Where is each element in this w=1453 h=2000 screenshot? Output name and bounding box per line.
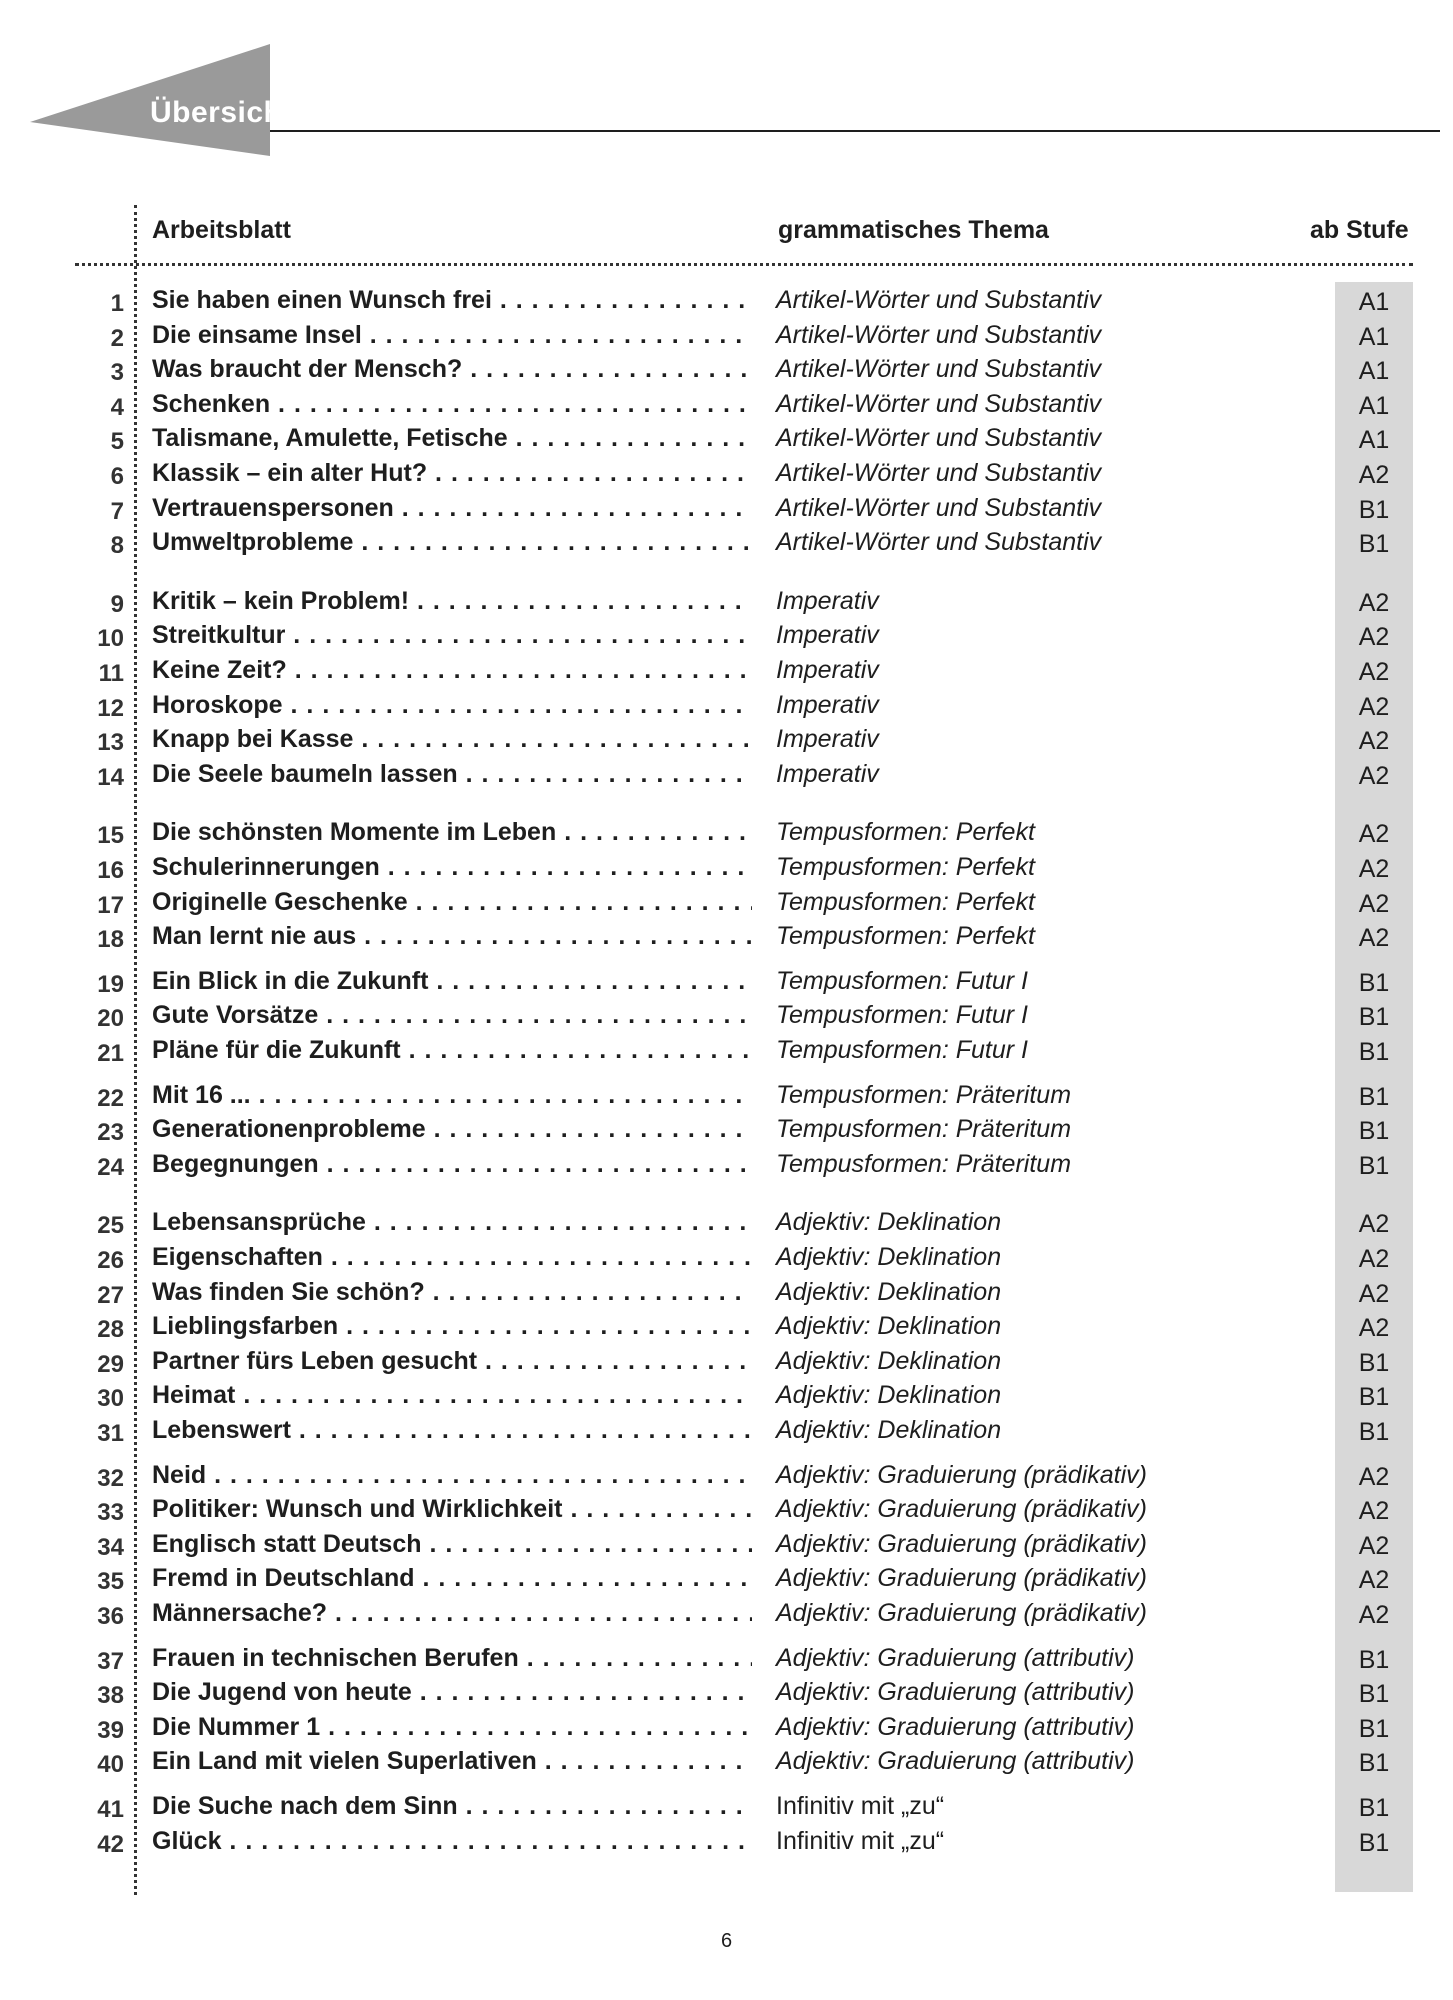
worksheet-row	[0, 1150, 1453, 1184]
level-badge: B1	[1358, 1749, 1390, 1778]
level-badge: A1	[1358, 357, 1390, 386]
worksheet-number: 9	[110, 590, 124, 618]
worksheet-number: 34	[97, 1533, 124, 1561]
worksheet-title: Lebenswert . . .	[152, 1416, 752, 1445]
column-header-level: ab Stufe	[1310, 216, 1409, 244]
grammar-topic: Imperativ	[776, 656, 879, 684]
grammar-topic: Artikel-Wörter und Substantiv	[776, 493, 1102, 522]
worksheet-row	[0, 656, 1453, 690]
worksheet-title: Streitkultur . . .	[152, 621, 752, 650]
worksheet-number: 30	[97, 1385, 124, 1413]
worksheet-title: Mit 16 ... . . .	[152, 1081, 752, 1110]
worksheet-row	[0, 1081, 1453, 1115]
worksheet-title: Pläne für die Zukunft . . .	[152, 1036, 752, 1065]
worksheet-row	[0, 1036, 1453, 1070]
worksheet-number: 33	[97, 1499, 124, 1527]
grammar-topic: Adjektiv: Graduierung (prädikativ)	[776, 1460, 1147, 1489]
worksheet-title: Die Seele baumeln lassen . . .	[152, 760, 752, 789]
level-badge: A2	[1358, 588, 1390, 617]
worksheet-title: Schenken . . .	[152, 390, 752, 419]
worksheet-row	[0, 390, 1453, 424]
level-badge: A2	[1358, 1566, 1390, 1595]
level-badge: B1	[1358, 1383, 1390, 1412]
worksheet-number: 15	[97, 822, 124, 850]
worksheet-number: 32	[97, 1464, 124, 1492]
worksheet-title: Begegnungen . . .	[152, 1150, 752, 1179]
worksheet-number: 2	[110, 324, 124, 352]
worksheet-number: 29	[97, 1350, 124, 1378]
worksheet-row	[0, 1495, 1453, 1529]
level-badge: A2	[1358, 1210, 1390, 1239]
worksheet-row	[0, 494, 1453, 528]
grammar-topic: Tempusformen: Präteritum	[776, 1115, 1072, 1144]
worksheet-title: Neid . . .	[152, 1461, 752, 1490]
worksheet-title: Englisch statt Deutsch . . .	[152, 1530, 752, 1559]
grammar-topic: Adjektiv: Deklination	[776, 1312, 1002, 1341]
worksheet-title: Vertrauenspersonen . . .	[152, 494, 752, 523]
level-badge: B1	[1358, 1418, 1390, 1446]
worksheet-number: 8	[110, 532, 124, 560]
grammar-topic: Adjektiv: Deklination	[776, 1416, 1002, 1444]
worksheet-row	[0, 1243, 1453, 1277]
worksheet-number: 20	[97, 1005, 124, 1033]
worksheet-row	[0, 922, 1453, 956]
worksheet-number: 19	[97, 970, 124, 998]
worksheet-number: 5	[110, 428, 124, 456]
worksheet-title: Lieblingsfarben . . .	[152, 1312, 752, 1341]
worksheet-row	[0, 853, 1453, 887]
worksheet-row	[0, 321, 1453, 355]
header-rule	[270, 130, 1440, 132]
worksheet-row	[0, 424, 1453, 458]
worksheet-title: Partner fürs Leben gesucht . . .	[152, 1347, 752, 1376]
grammar-topic: Adjektiv: Graduierung (prädikativ)	[776, 1495, 1147, 1524]
worksheet-title: Die schönsten Momente im Leben . . .	[152, 818, 752, 847]
worksheet-number: 11	[98, 660, 124, 687]
grammar-topic: Imperativ	[776, 725, 879, 754]
level-badge: B1	[1358, 1680, 1390, 1709]
level-badge: A1	[1358, 391, 1390, 420]
grammar-topic: Artikel-Wörter und Substantiv	[776, 286, 1102, 314]
worksheet-number: 41	[97, 1796, 124, 1823]
worksheet-number: 13	[97, 729, 124, 757]
worksheet-row	[0, 760, 1453, 794]
worksheet-number: 24	[97, 1153, 124, 1181]
worksheet-number: 12	[97, 694, 124, 722]
worksheet-row	[0, 1001, 1453, 1035]
worksheet-title: Schulerinnerungen . . .	[152, 853, 752, 882]
worksheet-title: Umweltprobleme . . .	[152, 528, 752, 557]
level-badge: A2	[1358, 1531, 1390, 1560]
worksheet-row	[0, 286, 1453, 320]
level-badge: A2	[1358, 1245, 1390, 1273]
grammar-topic: Adjektiv: Graduierung (prädikativ)	[776, 1599, 1147, 1627]
grammar-topic: Artikel-Wörter und Substantiv	[776, 320, 1102, 349]
worksheet-number: 31	[97, 1420, 124, 1447]
grammar-topic: Tempusformen: Perfekt	[776, 887, 1035, 916]
worksheet-title: Was finden Sie schön? . . .	[152, 1278, 752, 1307]
grammar-topic: Infinitiv mit „zu“	[776, 1792, 945, 1820]
level-badge: B1	[1358, 1794, 1390, 1822]
level-badge: A2	[1358, 889, 1390, 918]
header-title: Übersicht	[150, 96, 293, 129]
level-badge: A2	[1358, 623, 1390, 652]
worksheet-number: 21	[97, 1040, 124, 1067]
worksheet-number: 42	[97, 1830, 124, 1858]
worksheet-number: 36	[97, 1603, 124, 1630]
worksheet-title: Fremd in Deutschland . . .	[152, 1564, 752, 1593]
worksheet-title: Horoskope . . .	[152, 691, 752, 720]
grammar-topic: Artikel-Wörter und Substantiv	[776, 389, 1102, 418]
worksheet-title: Männersache? . . .	[152, 1599, 752, 1628]
level-badge: A2	[1358, 1279, 1390, 1308]
worksheet-title: Heimat . . .	[152, 1381, 752, 1410]
grammar-topic: Tempusformen: Perfekt	[776, 922, 1035, 951]
worksheet-row	[0, 888, 1453, 922]
worksheet-row	[0, 355, 1453, 389]
worksheet-number: 27	[97, 1281, 124, 1309]
worksheet-title: Glück . . .	[152, 1827, 752, 1856]
worksheet-row	[0, 1312, 1453, 1346]
level-badge: A2	[1358, 761, 1390, 790]
level-badge: B1	[1358, 1645, 1390, 1674]
worksheet-row	[0, 1208, 1453, 1242]
level-badge: B1	[1358, 968, 1390, 997]
column-header-worksheet: Arbeitsblatt	[152, 216, 291, 244]
worksheet-title: Man lernt nie aus . . .	[152, 922, 752, 951]
worksheet-row	[0, 528, 1453, 562]
grammar-topic: Tempusformen: Präteritum	[776, 1149, 1072, 1178]
grammar-topic: Tempusformen: Futur I	[776, 1001, 1028, 1030]
grammar-topic: Imperativ	[776, 690, 879, 719]
level-badge: A2	[1358, 658, 1390, 686]
worksheet-title: Talismane, Amulette, Fetische . . .	[152, 424, 752, 453]
worksheet-title: Gute Vorsätze . . .	[152, 1001, 752, 1030]
worksheet-number: 10	[97, 625, 124, 653]
grammar-topic: Adjektiv: Graduierung (prädikativ)	[776, 1529, 1147, 1558]
worksheet-title: Knapp bei Kasse . . .	[152, 725, 752, 754]
worksheet-row	[0, 967, 1453, 1001]
worksheet-number: 4	[110, 393, 124, 421]
worksheet-number: 35	[97, 1568, 124, 1596]
grammar-topic: Adjektiv: Deklination	[776, 1208, 1002, 1237]
worksheet-row	[0, 691, 1453, 725]
grammar-topic: Artikel-Wörter und Substantiv	[776, 459, 1102, 487]
grammar-topic: Tempusformen: Perfekt	[776, 818, 1035, 847]
level-badge: A2	[1358, 820, 1390, 849]
grammar-topic: Tempusformen: Futur I	[776, 966, 1028, 995]
grammar-topic: Tempusformen: Präteritum	[776, 1080, 1072, 1109]
level-badge: A2	[1358, 461, 1390, 489]
level-badge: A1	[1358, 426, 1390, 455]
worksheet-number: 18	[97, 926, 124, 954]
level-badge: B1	[1358, 495, 1390, 524]
worksheet-row	[0, 1599, 1453, 1633]
worksheet-number: 14	[97, 763, 124, 791]
worksheet-title: Kritik – kein Problem! . . .	[152, 587, 752, 616]
column-header-topic: grammatisches Thema	[778, 216, 1049, 244]
worksheet-number: 17	[97, 891, 124, 919]
worksheet-row	[0, 1530, 1453, 1564]
level-badge: A2	[1358, 924, 1390, 953]
worksheet-number: 40	[97, 1751, 124, 1779]
level-badge: B1	[1358, 1348, 1390, 1377]
level-badge: B1	[1358, 1117, 1390, 1146]
worksheet-number: 16	[97, 857, 124, 884]
worksheet-row	[0, 1416, 1453, 1450]
worksheet-row	[0, 1827, 1453, 1861]
grammar-topic: Imperativ	[776, 621, 879, 650]
worksheet-row	[0, 725, 1453, 759]
worksheet-row	[0, 1115, 1453, 1149]
worksheet-row	[0, 459, 1453, 493]
worksheet-row	[0, 1381, 1453, 1415]
worksheet-title: Generationenprobleme . . .	[152, 1115, 752, 1144]
worksheet-title: Die Suche nach dem Sinn . . .	[152, 1792, 752, 1821]
worksheet-title: Politiker: Wunsch und Wirklichkeit . . .	[152, 1495, 752, 1524]
grammar-topic: Artikel-Wörter und Substantiv	[776, 424, 1102, 453]
grammar-topic: Infinitiv mit „zu“	[776, 1826, 945, 1855]
worksheet-row	[0, 1713, 1453, 1747]
worksheet-number: 3	[110, 359, 124, 387]
worksheet-title: Was braucht der Mensch? . . .	[152, 355, 752, 384]
grammar-topic: Adjektiv: Graduierung (attributiv)	[776, 1678, 1135, 1707]
level-badge: B1	[1358, 1151, 1390, 1180]
worksheet-number: 39	[97, 1716, 124, 1744]
level-badge: A1	[1358, 288, 1390, 316]
level-badge: A1	[1358, 322, 1390, 351]
page-number: 6	[720, 1930, 733, 1952]
worksheet-row	[0, 587, 1453, 621]
worksheet-row	[0, 1347, 1453, 1381]
level-badge: B1	[1358, 1003, 1390, 1032]
grammar-topic: Imperativ	[776, 586, 879, 615]
level-badge: B1	[1358, 530, 1390, 559]
grammar-topic: Tempusformen: Futur I	[776, 1036, 1028, 1064]
worksheet-title: Lebensansprüche . . .	[152, 1208, 752, 1237]
worksheet-title: Keine Zeit? . . .	[152, 656, 752, 685]
grammar-topic: Adjektiv: Deklination	[776, 1277, 1002, 1306]
worksheet-row	[0, 1564, 1453, 1598]
worksheet-row	[0, 1278, 1453, 1312]
level-badge: A2	[1358, 1497, 1390, 1526]
worksheet-number: 7	[110, 497, 124, 525]
grammar-topic: Tempusformen: Perfekt	[776, 853, 1035, 881]
worksheet-number: 22	[97, 1084, 124, 1112]
worksheet-number: 1	[110, 290, 124, 317]
worksheet-number: 38	[97, 1682, 124, 1710]
grammar-topic: Adjektiv: Graduierung (attributiv)	[776, 1643, 1135, 1672]
level-badge: B1	[1358, 1082, 1390, 1111]
level-badge: A2	[1358, 727, 1390, 756]
grammar-topic: Artikel-Wörter und Substantiv	[776, 355, 1102, 384]
worksheet-row	[0, 1678, 1453, 1712]
level-badge: B1	[1358, 1714, 1390, 1743]
worksheet-title: Sie haben einen Wunsch frei . . .	[152, 286, 752, 315]
worksheet-title: Die einsame Insel . . .	[152, 321, 752, 350]
worksheet-row	[0, 818, 1453, 852]
section-header	[30, 38, 1410, 158]
worksheet-title: Die Jugend von heute . . .	[152, 1678, 752, 1707]
worksheet-title: Eigenschaften . . .	[152, 1243, 752, 1272]
worksheet-row	[0, 1747, 1453, 1781]
worksheet-title: Die Nummer 1 . . .	[152, 1713, 752, 1742]
worksheet-number: 37	[97, 1647, 124, 1675]
level-badge: A2	[1358, 692, 1390, 721]
grammar-topic: Imperativ	[776, 759, 879, 788]
level-badge: A2	[1358, 1601, 1390, 1629]
grammar-topic: Adjektiv: Deklination	[776, 1243, 1002, 1271]
worksheet-row	[0, 1644, 1453, 1678]
grammar-topic: Adjektiv: Deklination	[776, 1381, 1002, 1410]
header-dotted-rule	[75, 263, 1413, 266]
worksheet-title: Klassik – ein alter Hut? . . .	[152, 459, 752, 488]
worksheet-title: Originelle Geschenke . . .	[152, 888, 752, 917]
worksheet-title: Ein Land mit vielen Superlativen . . .	[152, 1747, 752, 1776]
worksheet-number: 23	[97, 1119, 124, 1147]
worksheet-row	[0, 621, 1453, 655]
level-badge: B1	[1358, 1828, 1390, 1857]
worksheet-row	[0, 1792, 1453, 1826]
level-badge: A2	[1358, 1462, 1390, 1491]
grammar-topic: Adjektiv: Graduierung (attributiv)	[776, 1712, 1135, 1741]
worksheet-number: 25	[97, 1212, 124, 1240]
worksheet-number: 26	[97, 1247, 124, 1274]
grammar-topic: Artikel-Wörter und Substantiv	[776, 528, 1102, 557]
worksheet-row	[0, 1461, 1453, 1495]
grammar-topic: Adjektiv: Deklination	[776, 1346, 1002, 1375]
worksheet-number: 28	[97, 1316, 124, 1344]
level-badge: B1	[1358, 1038, 1390, 1066]
level-badge: A2	[1358, 855, 1390, 883]
grammar-topic: Adjektiv: Graduierung (attributiv)	[776, 1747, 1135, 1776]
worksheet-number: 6	[110, 463, 124, 490]
worksheet-title: Ein Blick in die Zukunft . . .	[152, 967, 752, 996]
grammar-topic: Adjektiv: Graduierung (prädikativ)	[776, 1564, 1147, 1593]
worksheet-title: Frauen in technischen Berufen . . .	[152, 1644, 752, 1673]
level-badge: A2	[1358, 1314, 1390, 1343]
